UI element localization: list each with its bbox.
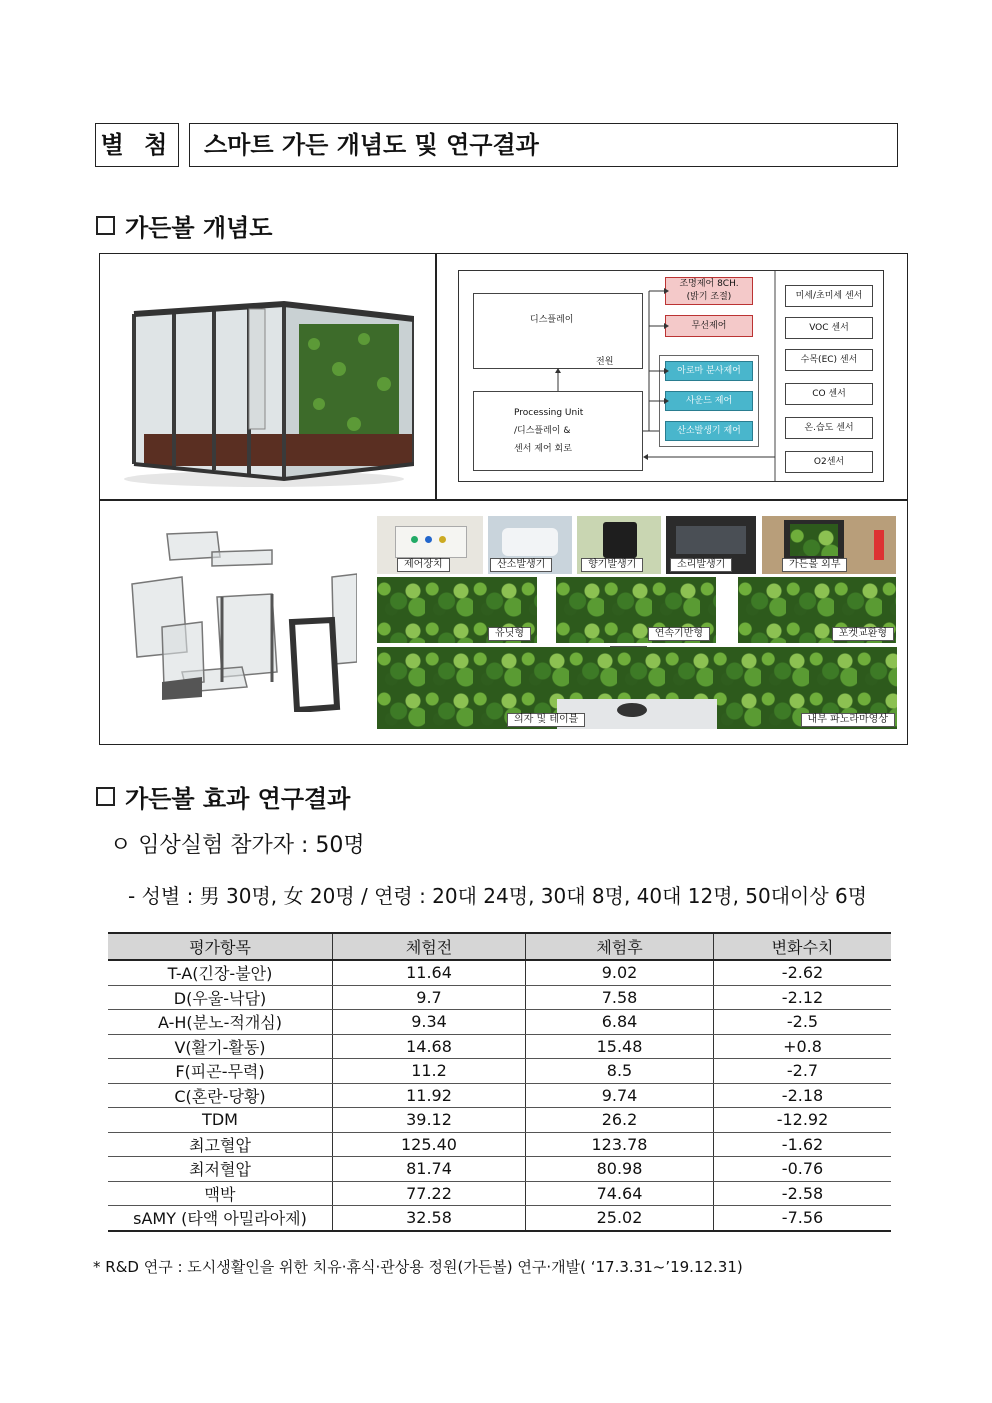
table-cell: -2.58 xyxy=(714,1181,892,1206)
table-cell: 32.58 xyxy=(333,1206,526,1231)
table-cell: -2.12 xyxy=(714,985,892,1010)
table-cell: 6.84 xyxy=(526,1010,714,1035)
table-cell: 77.22 xyxy=(333,1181,526,1206)
table-cell: 125.40 xyxy=(333,1132,526,1157)
table-cell: -7.56 xyxy=(714,1206,892,1231)
table-cell: +0.8 xyxy=(714,1034,892,1059)
photo-oxygen-generator: 산소발생기 xyxy=(488,516,572,574)
table-cell: 11.92 xyxy=(333,1083,526,1108)
table-header-row xyxy=(108,933,891,960)
table-row xyxy=(108,1132,891,1157)
col-header: 변화수치 xyxy=(714,933,892,960)
table-cell: -0.76 xyxy=(714,1157,892,1182)
section-results-heading xyxy=(96,779,350,814)
table-cell: C(혼란-당황) xyxy=(108,1083,333,1108)
table-cell: 26.2 xyxy=(526,1108,714,1133)
sensor-voc: VOC 센서 xyxy=(785,317,873,339)
sensor-temp-humidity: 온.습도 센서 xyxy=(785,417,873,439)
demographics-line: - 성별 : 男 30명, 女 20명 / 연령 : 20대 24명, 30대 8명, 40대 12명, 50대이상 6명 xyxy=(128,884,868,908)
table-cell: 8.5 xyxy=(526,1059,714,1084)
oxygen-control-block: 산소발생기 제어 xyxy=(665,421,753,441)
table-row xyxy=(108,1157,891,1182)
col-header: 체험전 xyxy=(333,933,526,960)
exploded-view-render xyxy=(122,522,357,712)
table-cell: A-H(분노-적개심) xyxy=(108,1010,333,1035)
wireless-control-block: 무선제어 xyxy=(665,315,753,337)
table-cell: -12.92 xyxy=(714,1108,892,1133)
table-cell: -1.62 xyxy=(714,1132,892,1157)
sensor-o2: O2센서 xyxy=(785,451,873,473)
table-row xyxy=(108,1010,891,1035)
photo-unit-type: 유닛형 xyxy=(377,577,537,643)
table-cell: 최고혈압 xyxy=(108,1132,333,1157)
table-cell: 9.34 xyxy=(333,1010,526,1035)
table-cell: 123.78 xyxy=(526,1132,714,1157)
table-cell: 39.12 xyxy=(333,1108,526,1133)
photo-sound-generator: 소리발생기 xyxy=(666,516,756,574)
results-table xyxy=(108,932,891,1232)
attachment-tag: 별 첨 xyxy=(95,123,179,167)
table-cell: V(활기-활동) xyxy=(108,1034,333,1059)
table-cell: -2.5 xyxy=(714,1010,892,1035)
page-title: 스마트 가든 개념도 및 연구결과 xyxy=(189,123,898,167)
table-row xyxy=(108,1083,891,1108)
table-cell: TDM xyxy=(108,1108,333,1133)
table-cell: T-A(긴장-불안) xyxy=(108,960,333,985)
photo-interior-panorama: 의자 및 테이블 내부 파노라마영상 xyxy=(377,647,897,729)
participants-bullet: ㅇ 임상실험 참가자 : 50명 xyxy=(110,833,365,858)
checkbox-icon xyxy=(96,216,115,235)
table-cell: -2.7 xyxy=(714,1059,892,1084)
concept-frame xyxy=(99,253,908,745)
light-control-block: 조명제어 8CH. (밝기 조절) xyxy=(665,277,753,305)
section-concept-title: 가든볼 개념도 xyxy=(125,214,273,242)
table-cell: -2.62 xyxy=(714,960,892,985)
aroma-control-block: 아로마 분사제어 xyxy=(665,361,753,381)
table-row xyxy=(108,1034,891,1059)
sensor-ec: 수목(EC) 센서 xyxy=(785,349,873,371)
table-cell: 25.02 xyxy=(526,1206,714,1231)
table-cell: 80.98 xyxy=(526,1157,714,1182)
footnote: * R&D 연구 : 도시생활인을 위한 치유·휴식·관상용 정원(가든볼) 연구·개발( ‘17.3.31~’19.12.31) xyxy=(93,1258,743,1276)
table-cell: 74.64 xyxy=(526,1181,714,1206)
section-concept-heading xyxy=(96,208,272,243)
table-cell: 9.02 xyxy=(526,960,714,985)
table-cell: 9.7 xyxy=(333,985,526,1010)
photo-garden-ball-exterior: 가든볼 외부 xyxy=(762,516,896,574)
table-row xyxy=(108,985,891,1010)
table-cell: sAMY (타액 아밀라아제) xyxy=(108,1206,333,1231)
system-block-diagram xyxy=(458,270,884,482)
table-cell: D(우울-낙담) xyxy=(108,985,333,1010)
table-row xyxy=(108,1206,891,1231)
table-cell: 81.74 xyxy=(333,1157,526,1182)
section-results-title: 가든볼 효과 연구결과 xyxy=(125,785,351,813)
table-row xyxy=(108,1181,891,1206)
table-cell: F(피곤-무력) xyxy=(108,1059,333,1084)
sensor-fine-dust: 미세/초미세 센서 xyxy=(785,285,873,307)
table-cell: 11.64 xyxy=(333,960,526,985)
table-cell: 11.2 xyxy=(333,1059,526,1084)
table-cell: 15.48 xyxy=(526,1034,714,1059)
table-cell: -2.18 xyxy=(714,1083,892,1108)
table-cell: 14.68 xyxy=(333,1034,526,1059)
photo-aroma-generator: 향기발생기 xyxy=(577,516,661,574)
table-cell: 7.58 xyxy=(526,985,714,1010)
col-header: 평가항목 xyxy=(108,933,333,960)
checkbox-icon xyxy=(96,787,115,806)
photo-control-device: 제어장치 xyxy=(377,516,483,574)
processing-unit-block: Processing Unit /디스플레이 & 센서 제어 회로 xyxy=(473,391,643,471)
col-header: 체험후 xyxy=(526,933,714,960)
table-row xyxy=(108,960,891,985)
photo-pocket-exchange-type: 포켓교환형 xyxy=(738,577,896,643)
display-block: 디스플레이 전원 xyxy=(473,293,643,369)
table-row xyxy=(108,1108,891,1133)
table-row xyxy=(108,1059,891,1084)
garden-ball-render xyxy=(114,274,414,489)
table-cell: 최저혈압 xyxy=(108,1157,333,1182)
sensor-co: CO 센서 xyxy=(785,383,873,405)
table-cell: 맥박 xyxy=(108,1181,333,1206)
photo-continuous-base-type: 연속기반형 xyxy=(556,577,716,643)
table-cell: 9.74 xyxy=(526,1083,714,1108)
sound-control-block: 사운드 제어 xyxy=(665,391,753,411)
